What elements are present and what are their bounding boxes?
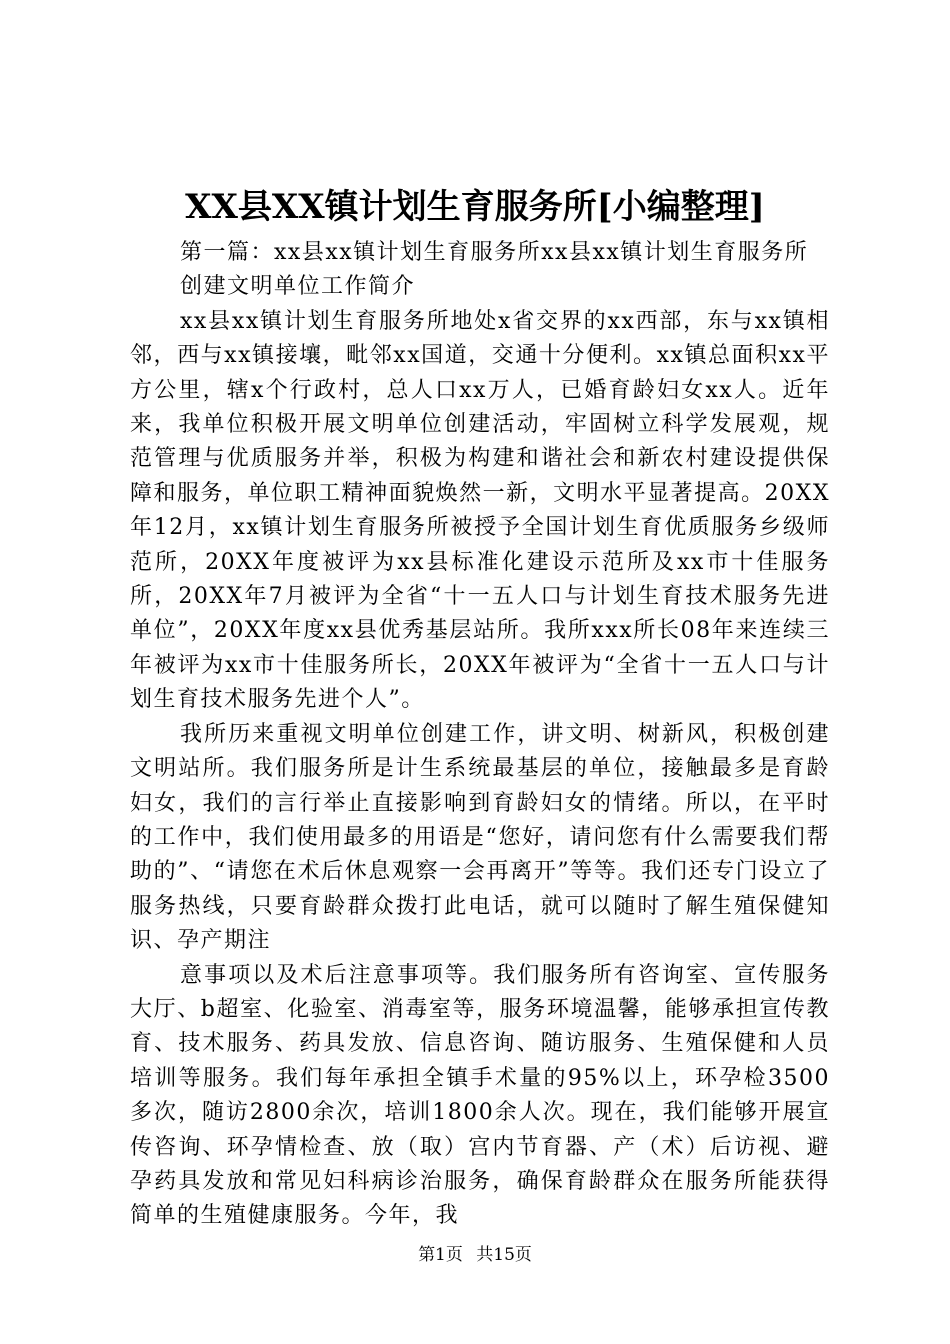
paragraph-heading: 第一篇：xx县xx镇计划生育服务所xx县xx镇计划生育服务所 (180, 240, 809, 265)
document-title: XX县XX镇计划生育服务所[小编整理] (185, 187, 765, 227)
paragraph-civilization: 我所历来重视文明单位创建工作，讲文明、树新风，积极创建文明站所。我们服务所是计生系统最基层的单位，接触最多是育龄妇女，我们的言行举止直接影响到育龄妇女的情绪。所以，在平时的工作中，我们使用最多的用语是“您好，请问您有什么需要我们帮助的”、“请您在术后休息观察一会再离开”等等。我们还专门设立了服务热线，只要育龄群众拨打此电话，就可以随时了解生殖保健知识、孕产期注 (130, 721, 830, 954)
paragraph-intro: xx县xx镇计划生育服务所地处x省交界的xx西部，东与xx镇相邻，西与xx镇接壤，毗邻xx国道，交通十分便利。xx镇总面积xx平方公里，辖x个行政村，总人口xx万人，已婚育龄妇女xx人。近年来，我单位积极开展文明单位创建活动，牢固树立科学发展观，规范管理与优质服务并举，积极为构建和谐社会和新农村建设提供保障和服务，单位职工精神面貌焕然一新，文明水平显著提高。20XX年12月，xx镇计划生育服务所被授予全国计划生育优质服务乡级师范所，20XX年度被评为xx县标准化建设示范所及xx市十佳服务所，20XX年7月被评为全省“十一五人口与计划生育技术服务先进单位”，20XX年度xx县优秀基层站所。我所xxx所长08年来连续三年被评为xx市十佳服务所长，20XX年被评为“全省十一五人口与计划生育技术服务先进个人”。 (130, 308, 830, 713)
paragraph-subtitle: 创建文明单位工作简介 (180, 274, 416, 300)
page-number: 第1页 (418, 1245, 463, 1265)
page-total: 共15页 (476, 1245, 532, 1265)
page-footer (0, 1243, 950, 1267)
paragraph-services: 意事项以及术后注意事项等。我们服务所有咨询室、宣传服务大厅、b超室、化验室、消毒室等，服务环境温馨，能够承担宣传教育、技术服务、药具发放、信息咨询、随访服务、生殖保健和人员培训等服务。我们每年承担全镇手术量的95%以上，环孕检3500多次，随访2800余次，培训1800余人次。现在，我们能够开展宣传咨询、环孕情检查、放（取）宫内节育器、产（术）后访视、避孕药具发放和常见妇科病诊治服务，确保育龄群众在服务所能获得简单的生殖健康服务。今年，我 (130, 962, 830, 1229)
document-body (130, 236, 830, 1234)
